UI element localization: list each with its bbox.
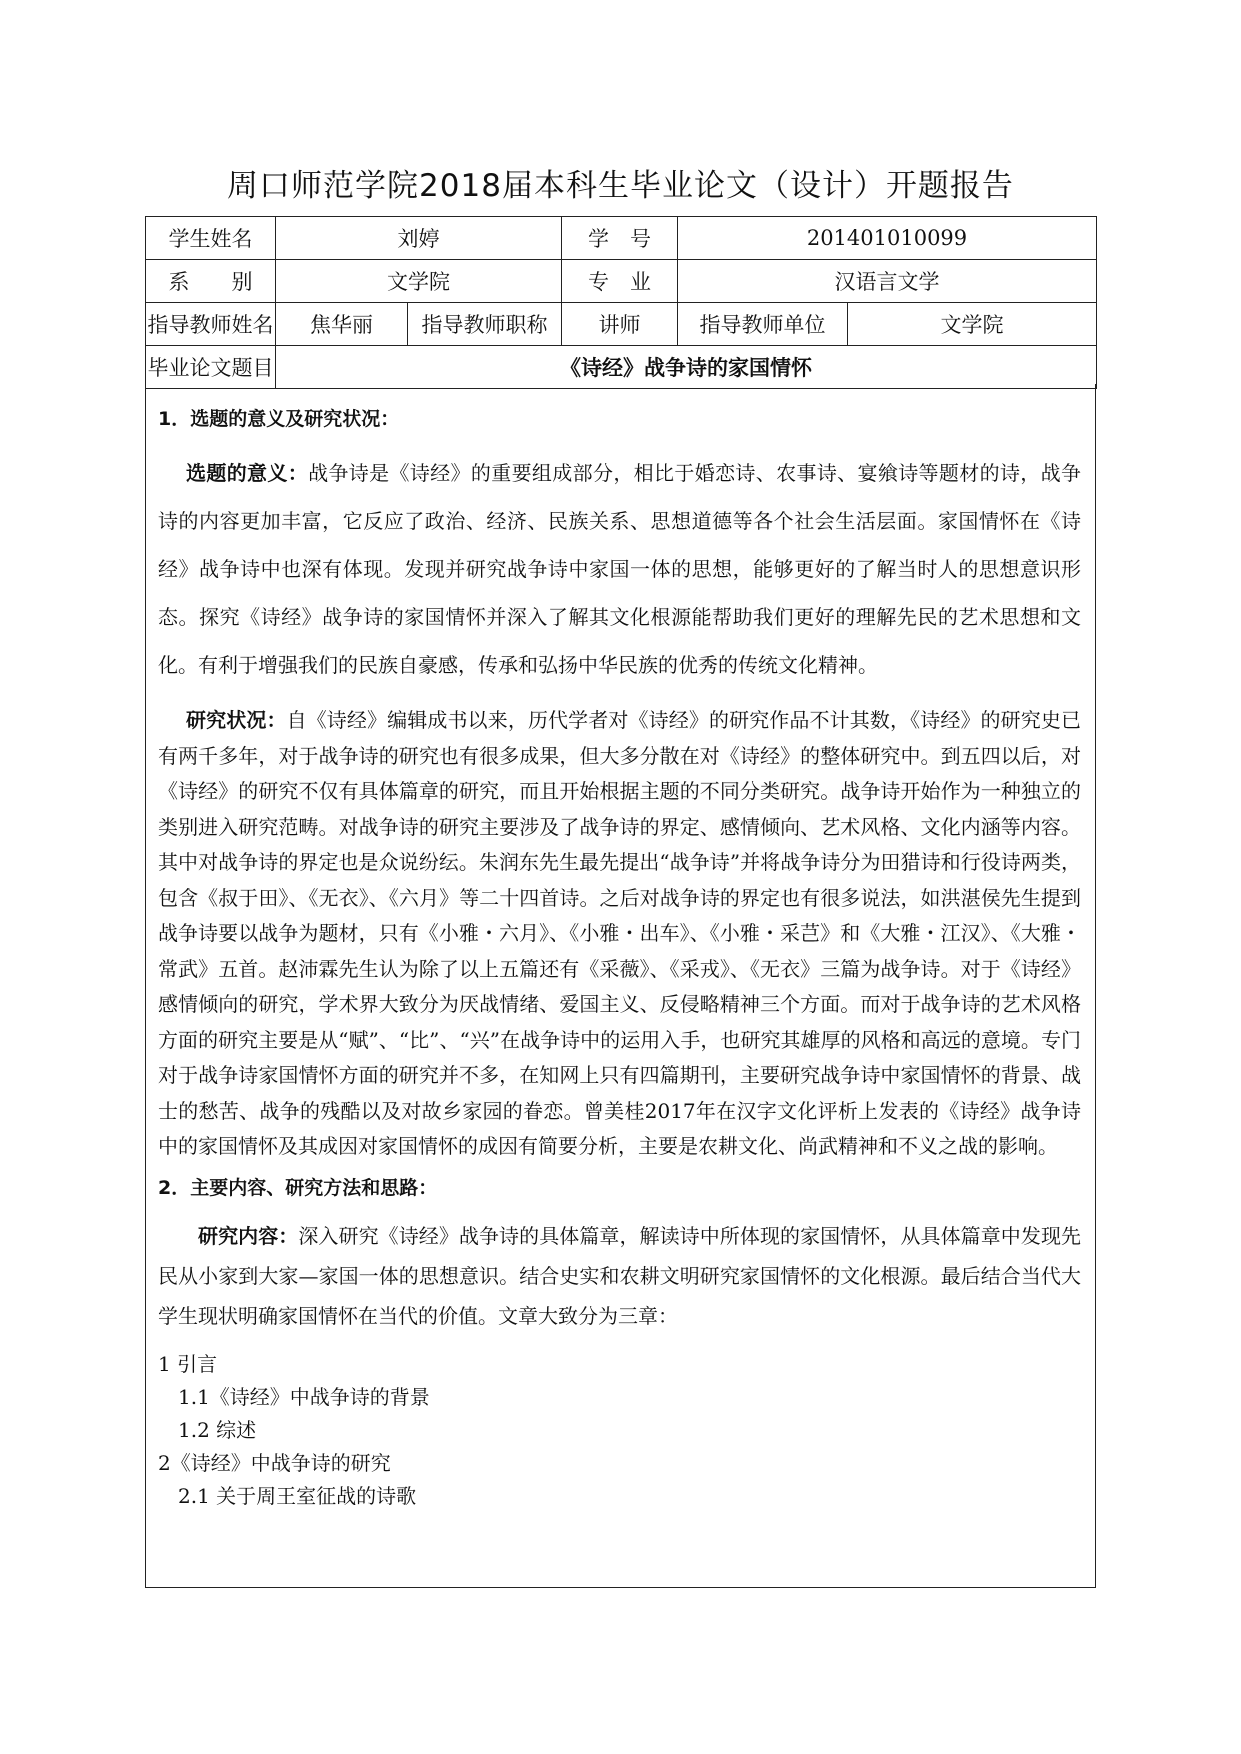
outline-item: 1.1《诗经》中战争诗的背景 [178,1384,430,1409]
table-row [146,303,1097,346]
outline-item: 2.1 关于周王室征战的诗歌 [178,1483,417,1508]
table-row [146,217,1097,260]
outline-item: 1.2 综述 [178,1417,257,1442]
significance-paragraph [158,449,1081,689]
content-lead: 研究内容： [198,1223,299,1248]
student-name-label: 学生姓名 [146,217,276,260]
thesis-title-label: 毕业论文题目 [146,346,276,389]
student-id-label: 学 号 [562,217,678,260]
outline-list [158,1348,1081,1513]
advisor-value: 焦华丽 [276,303,408,346]
major-label: 专 业 [562,260,678,303]
advisor-unit-label: 指导教师单位 [678,303,848,346]
status-paragraph [158,703,1081,1165]
report-body [145,384,1096,1588]
table-row [146,260,1097,303]
status-text: 自《诗经》编辑成书以来，历代学者对《诗经》的研究作品不计其数，《诗经》的研究史已有两千多年，对于战争诗的研究也有很多成果，但大多分散在对《诗经》的整体研究中。到五四以后，对《诗经》的研究不仅有具体篇章的研究，而且开始根据主题的不同分类研究。战争诗开始作为一种独立的类别进入研究范畴。对战争诗的研究主要涉及了战争诗的界定、感情倾向、艺术风格、文化内涵等内容。其中对战争诗的界定也是众说纷纭。朱润东先生最先提出“战争诗”并将战争诗分为田猎诗和行役诗两类，包含《叔于田》、《无衣》、《六月》等二十四首诗。之后对战争诗的界定也有很多说法，如洪湛侯先生提到战争诗要以战争为题材，只有《小雅・六月》、《小雅・出车》、《小雅・采芑》和《大雅・江汉》、《大雅・常武》五首。赵沛霖先生认为除了以上五篇还有《采薇》、《采戎》、《无衣》三篇为战争诗。对于《诗经》感情倾向的研究，学术界大致分为厌战情绪、爱国主义、反侵略精神三个方面。而对于战争诗的艺术风格方面的研究主要是从“赋”、“比”、“兴”在战争诗中的运用入手，也研究其雄厚的风格和高远的意境。专门对于战争诗家国情怀方面的研究并不多，在知网上只有四篇期刊，主要研究战争诗中家国情怀的背景、战士的愁苦、战争的残酷以及对故乡家园的眷恋。曾美桂2017年在汉字文化评析上发表的《诗经》战争诗中的家国情怀及其成因对家国情怀的成因有简要分析，主要是农耕文化、尚武精神和不义之战的影响。 [158,708,1082,1158]
section1-heading: 1．选题的意义及研究状况： [158,408,400,430]
advisor-title-value: 讲师 [562,303,678,346]
dept-label: 系 别 [146,260,276,303]
outline-item: 1 引言 [158,1351,218,1376]
info-table [145,216,1097,389]
significance-text: 战争诗是《诗经》的重要组成部分，相比于婚恋诗、农事诗、宴飨诗等题材的诗，战争诗的内容更加丰富，它反应了政治、经济、民族关系、思想道德等各个社会生活层面。家国情怀在《诗经》战争诗中也深有体现。发现并研究战争诗中家国一体的思想，能够更好的了解当时人的思想意识形态。探究《诗经》战争诗的家国情怀并深入了解其文化根源能帮助我们更好的理解先民的艺术思想和文化。有利于增强我们的民族自豪感，传承和弘扬中华民族的优秀的传统文化精神。 [158,461,1082,677]
advisor-unit-value: 文学院 [848,303,1097,346]
section2-heading: 2．主要内容、研究方法和思路： [158,1176,438,1199]
document-title: 周口师范学院2018届本科生毕业论文（设计）开题报告 [227,168,1014,204]
major-value: 汉语言文学 [678,260,1097,303]
status-lead: 研究状况： [186,708,287,732]
student-name-value: 刘婷 [276,217,562,260]
table-row [146,346,1097,389]
student-id-value: 201401010099 [678,217,1097,260]
content-text: 深入研究《诗经》战争诗的具体篇章，解读诗中所体现的家国情怀，从具体篇章中发现先民从小家到大家—家国一体的思想意识。结合史实和农耕文明研究家国情怀的文化根源。最后结合当代大学生现状明确家国情怀在当代的价值。文章大致分为三章： [158,1223,1082,1328]
outline-item: 2《诗经》中战争诗的研究 [158,1450,391,1475]
thesis-title-value: 《诗经》战争诗的家国情怀 [276,346,1097,389]
significance-lead: 选题的意义： [186,461,309,485]
dept-value: 文学院 [276,260,562,303]
advisor-label: 指导教师姓名 [146,303,276,346]
content-paragraph [158,1216,1081,1336]
advisor-title-label: 指导教师职称 [408,303,562,346]
